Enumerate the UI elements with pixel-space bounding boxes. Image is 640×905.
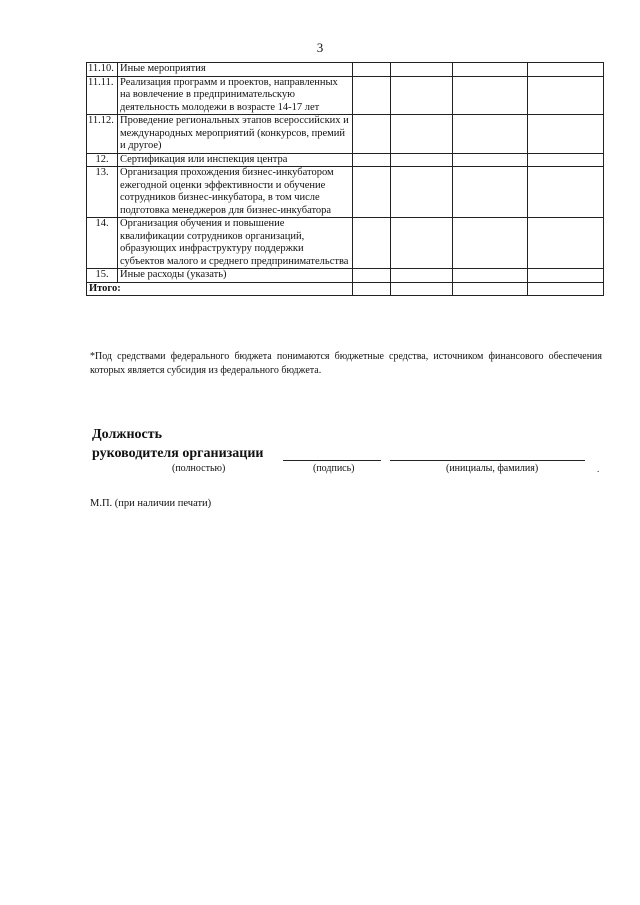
value-cell [453,269,528,283]
value-cell [391,115,453,154]
row-description: Проведение региональных этапов всероссийских и международных мероприятий (конкурсов, премий и другое) [118,115,353,154]
value-cell [528,269,604,283]
table-row [87,218,604,269]
value-cell [353,63,391,77]
table-total-row [87,282,604,296]
value-cell [528,63,604,77]
total-cell [391,282,453,296]
caption-name: (инициалы, фамилия) [446,463,539,474]
table-row [87,63,604,77]
row-number: 15. [87,269,118,283]
value-cell [453,167,528,218]
budget-table [86,62,604,296]
row-number: 12. [87,153,118,167]
row-description: Сертификация или инспекция центра [118,153,353,167]
signature-line-full [283,460,381,461]
row-description: Организация прохождения бизнес-инкубатором ежегодной оценки эффективности и обучение сотрудников бизнес-инкубатора, в том числе подготовка менеджеров для бизнес-инкубатора [118,167,353,218]
value-cell [353,76,391,115]
signature-title-line1: Должность [92,427,163,442]
stamp-note: М.П. (при наличии печати) [90,498,212,509]
value-cell [528,115,604,154]
value-cell [453,218,528,269]
value-cell [528,76,604,115]
row-number: 11.10. [87,63,118,77]
trailing-mark: . [597,464,600,474]
value-cell [391,269,453,283]
table-row [87,153,604,167]
table-row [87,115,604,154]
value-cell [391,63,453,77]
table-row [87,167,604,218]
value-cell [391,167,453,218]
value-cell [453,63,528,77]
total-cell [453,282,528,296]
value-cell [353,153,391,167]
row-description: Иные расходы (указать) [118,269,353,283]
signature-title-line2: руководителя организации [92,446,264,461]
value-cell [353,269,391,283]
row-description: Иные мероприятия [118,63,353,77]
row-number: 11.11. [87,76,118,115]
value-cell [391,153,453,167]
value-cell [353,115,391,154]
table-row [87,76,604,115]
caption-sign: (подпись) [313,463,355,474]
value-cell [528,153,604,167]
caption-full: (полностью) [172,463,226,474]
row-number: 14. [87,218,118,269]
footnote: *Под средствами федерального бюджета понимаются бюджетные средства, источником финансового обеспечения которых является субсидия из федерального бюджета. [90,351,602,376]
value-cell [528,218,604,269]
row-number: 13. [87,167,118,218]
table-row [87,269,604,283]
value-cell [453,76,528,115]
value-cell [528,167,604,218]
total-cell [528,282,604,296]
signature-line-name [390,460,585,461]
value-cell [453,153,528,167]
total-label: Итого: [87,282,353,296]
value-cell [453,115,528,154]
total-cell [353,282,391,296]
row-description: Реализация программ и проектов, направленных на вовлечение в предпринимательскую деятельность молодежи в возрасте 14-17 лет [118,76,353,115]
row-number: 11.12. [87,115,118,154]
page-number: 3 [316,40,324,55]
value-cell [391,76,453,115]
row-description: Организация обучения и повышение квалификации сотрудников организаций, образующих инфраструктуру поддержки субъектов малого и среднего предпринимательства [118,218,353,269]
value-cell [353,218,391,269]
value-cell [391,218,453,269]
value-cell [353,167,391,218]
